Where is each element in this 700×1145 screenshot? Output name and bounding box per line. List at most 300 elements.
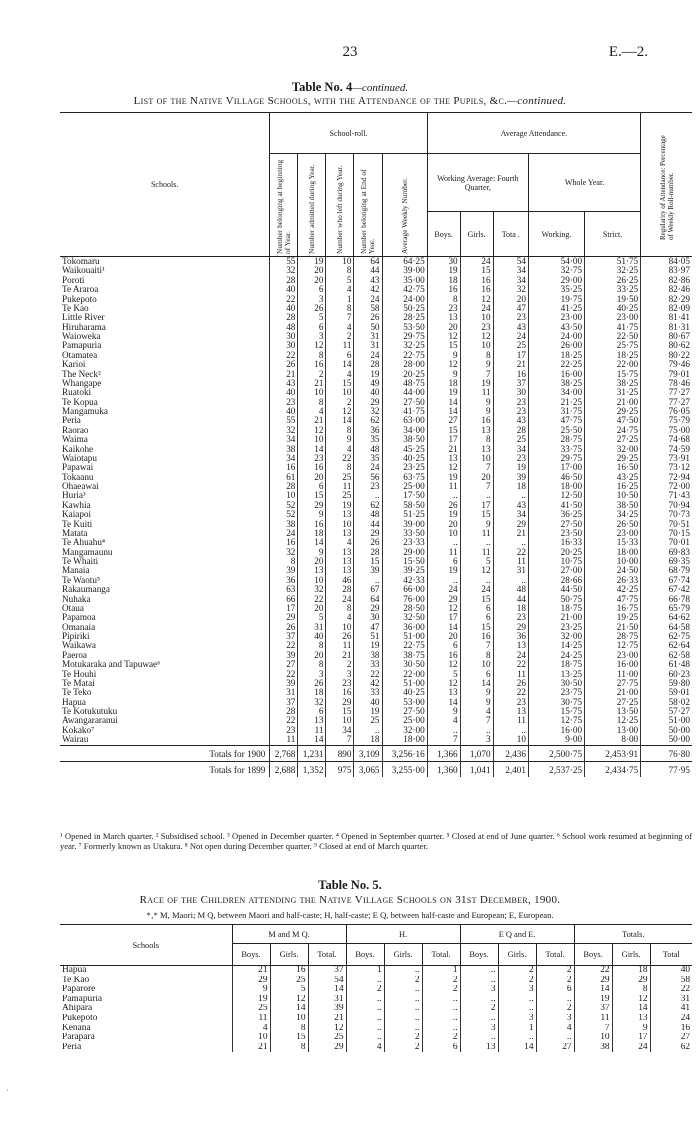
t4-cell: 11 <box>427 482 460 491</box>
t4-cell: 9 <box>326 435 354 444</box>
t5-cell: 1 <box>346 966 384 976</box>
t4-cell: 53·50 <box>382 323 427 332</box>
t4-school-name: Te Kao <box>62 303 89 313</box>
t4-cell: 32·00 <box>382 726 427 735</box>
t4-school-name: Waikawa <box>62 641 96 651</box>
t5-cell: .. <box>460 966 498 976</box>
t4-cell: 47·75 <box>528 416 584 425</box>
t4-cell: 12 <box>460 295 493 304</box>
t4-cell: 3 <box>460 735 493 745</box>
t4-cell: 24·00 <box>382 295 427 304</box>
t4-cell: 24 <box>270 529 298 538</box>
t5-girls-header: Girls. <box>612 944 650 966</box>
t4-cell: 54 <box>493 257 528 267</box>
t4-cell: 4 <box>460 707 493 716</box>
t4-cell: 13 <box>427 313 460 322</box>
t4-cell: 33·50 <box>382 529 427 538</box>
t4-cell: 24 <box>354 351 382 360</box>
t4-cell: 47·75 <box>585 595 641 604</box>
t4-cell: 58·50 <box>382 501 427 510</box>
t4-cell: 21·00 <box>585 398 641 407</box>
t4-cell: 22 <box>326 454 354 463</box>
t4-cell: 24 <box>493 651 528 660</box>
t4-cell: 51·00 <box>382 679 427 688</box>
t5-cell: .. <box>498 995 536 1005</box>
t5-cell: 37 <box>574 1004 612 1014</box>
t5-cell: 14 <box>270 1004 308 1014</box>
t4-row <box>60 491 692 500</box>
t4-cell: 27 <box>270 660 298 669</box>
t4-row <box>60 351 692 360</box>
t4-cell: 20 <box>460 473 493 482</box>
t4-cell: 4 <box>326 323 354 332</box>
t4-cell: 38 <box>270 445 298 454</box>
t4-row <box>60 726 692 735</box>
t4-cell: 11 <box>298 726 326 735</box>
t4-cell: 40 <box>298 632 326 641</box>
t4-cell: 24·00 <box>528 332 584 341</box>
t4-cell: 29·25 <box>585 407 641 416</box>
t4-school-name: Otaua <box>62 603 84 613</box>
t4-row <box>60 651 692 660</box>
t4-cell: 37 <box>270 698 298 707</box>
t5-row <box>60 976 692 986</box>
t4-row <box>60 623 692 632</box>
t4-cell: 20 <box>427 520 460 529</box>
t4-cell: 12·75 <box>585 641 641 650</box>
t4-cell: 11 <box>460 548 493 557</box>
t4-cell: 24 <box>493 332 528 341</box>
regularity-header: Regularity of Attendance: Percentage of Weekly Roll-number. <box>641 113 692 257</box>
t4-school-name: Otamatea <box>62 350 98 360</box>
t4-cell: 18·75 <box>528 660 584 669</box>
t4-cell: 77·95 <box>641 761 692 777</box>
t5-cell: .. <box>384 1014 422 1024</box>
t5-cell: 2 <box>498 976 536 986</box>
t4-cell: 18 <box>354 735 382 745</box>
t4-cell: 24·50 <box>585 566 641 575</box>
t4-cell: 19·75 <box>528 295 584 304</box>
t4-cell: 12 <box>298 341 326 350</box>
t4-cell: 2 <box>326 398 354 407</box>
t4-cell: 64·62 <box>641 613 692 622</box>
t4-cell: 22 <box>270 670 298 679</box>
t5-row <box>60 1004 692 1014</box>
t5-cell: 9 <box>232 985 270 995</box>
t4-cell: 29·75 <box>382 332 427 341</box>
t4-cell: 22 <box>270 295 298 304</box>
t4-school-name: Ruatoki <box>62 388 92 398</box>
t4-cell: 52 <box>270 510 298 519</box>
t4-cell: 20 <box>298 557 326 566</box>
t4-cell: 8 <box>298 398 326 407</box>
t4-cell: 28 <box>354 360 382 369</box>
t4-cell: 22·00 <box>382 670 427 679</box>
t4-cell: 10 <box>326 520 354 529</box>
t4-cell: 11·00 <box>585 670 641 679</box>
t4-cell: 15 <box>354 557 382 566</box>
t4-cell: 40 <box>270 285 298 294</box>
t5-cell: .. <box>384 1004 422 1014</box>
t4-row <box>60 745 692 761</box>
t4-cell: 11 <box>270 735 298 745</box>
t4-cell: 11 <box>427 548 460 557</box>
t4-cell: 18·00 <box>382 735 427 745</box>
t5-row <box>60 1033 692 1043</box>
t4-cell: 23 <box>326 679 354 688</box>
t4-cell: 10 <box>427 529 460 538</box>
t4-school-name: Te Kopua <box>62 397 98 407</box>
t4-cell: 23 <box>460 323 493 332</box>
t4-cell: 39 <box>493 473 528 482</box>
t4-cell: 32 <box>270 548 298 557</box>
t4-cell: 14 <box>298 735 326 745</box>
t4-school-name: Kaikohe <box>62 444 94 454</box>
t4-cell: 21 <box>493 529 528 538</box>
t4-school-name: Ohaeawai <box>62 482 99 491</box>
t4-cell: 50 <box>354 323 382 332</box>
t4-cell: 37 <box>493 379 528 388</box>
t4-row <box>60 670 692 679</box>
t5-cell: 14 <box>498 1043 536 1053</box>
t4-cell: 64·25 <box>382 257 427 267</box>
t4-cell: 25·50 <box>528 426 584 435</box>
t5-cell: 31 <box>650 995 692 1005</box>
t4-cell: 32·00 <box>585 445 641 454</box>
t4-row <box>60 332 692 341</box>
t4-cell: 62 <box>354 416 382 425</box>
t5-cell: .. <box>346 1024 384 1034</box>
t4-cell: 21 <box>427 445 460 454</box>
t4-cell: 76·00 <box>382 595 427 604</box>
t4-row <box>60 360 692 369</box>
t5-cell: 15 <box>270 1033 308 1043</box>
t5-cell: .. <box>422 1004 460 1014</box>
t4-cell: 51·00 <box>382 632 427 641</box>
t4-cell: .. <box>354 576 382 585</box>
t4-cell: 58 <box>354 304 382 313</box>
t4-cell: 38·25 <box>585 379 641 388</box>
t4-cell: 8 <box>298 351 326 360</box>
t4-school-name: Wairau <box>62 735 89 745</box>
t4-cell: 39·00 <box>382 266 427 275</box>
t4-school-name: Pukepoto <box>62 294 97 304</box>
t4-cell: 40 <box>270 407 298 416</box>
t4-cell: 64·58 <box>641 623 692 632</box>
t4-cell: 29·75 <box>528 454 584 463</box>
t4-cell: 44 <box>354 520 382 529</box>
t5-cell: 17 <box>612 1033 650 1043</box>
t4-cell: 14 <box>326 416 354 425</box>
t4-cell: 29 <box>427 595 460 604</box>
t4-cell: 26 <box>354 313 382 322</box>
end-header: Number belonging at End of Year. <box>354 154 382 257</box>
t4-cell: 73·91 <box>641 454 692 463</box>
t5-cell: 62 <box>650 1043 692 1053</box>
t4-cell: .. <box>460 576 493 585</box>
t5-cell: 7 <box>574 1024 612 1034</box>
t4-cell: 8 <box>326 304 354 313</box>
t5-cell: 2 <box>422 985 460 995</box>
t4-cell: 73·12 <box>641 463 692 472</box>
t4-cell: 45·25 <box>382 445 427 454</box>
t4-cell: 12 <box>427 679 460 688</box>
t4-cell: 5 <box>427 670 460 679</box>
t4-cell: 76·05 <box>641 407 692 416</box>
t4-cell: 32 <box>270 426 298 435</box>
t4-cell: 42·33 <box>382 576 427 585</box>
t4-cell: 6 <box>460 604 493 613</box>
t5-cell: 9 <box>612 1024 650 1034</box>
t4-cell: 42·75 <box>382 285 427 294</box>
t4-cell: 16·00 <box>528 726 584 735</box>
t4-cell: 6 <box>298 323 326 332</box>
t4-cell: 72·94 <box>641 473 692 482</box>
t4-cell: 23 <box>354 482 382 491</box>
t4-cell: 30 <box>493 388 528 397</box>
t4-cell: 11 <box>326 482 354 491</box>
t4-cell: 33·75 <box>528 445 584 454</box>
t4-cell: 48 <box>354 510 382 519</box>
t4-school-name: Te Houhi <box>62 669 97 679</box>
t4-cell: 27·50 <box>528 520 584 529</box>
t4-cell: 10 <box>326 257 354 267</box>
t5-cell: 13 <box>612 1014 650 1024</box>
t4-cell: 14 <box>298 445 326 454</box>
t4-cell: 29 <box>326 698 354 707</box>
t4-cell: 39·00 <box>382 520 427 529</box>
t4-cell: 2,688 <box>270 761 298 777</box>
t5-cell: 6 <box>536 985 574 995</box>
t4-cell: 27·25 <box>585 698 641 707</box>
t4-row <box>60 463 692 472</box>
t4-cell: 2,500·75 <box>528 745 584 761</box>
t4-cell: 25 <box>326 473 354 482</box>
t4-cell: 3 <box>298 670 326 679</box>
t4-cell: 14 <box>427 407 460 416</box>
t4-cell: 31 <box>493 566 528 575</box>
t4-cell: 9 <box>460 398 493 407</box>
t4-cell: .. <box>427 726 460 735</box>
t5-cell: 10 <box>270 1014 308 1024</box>
t4-cell: 43 <box>270 379 298 388</box>
t4-cell: 35·00 <box>382 276 427 285</box>
t4-row <box>60 576 692 585</box>
t5-cell: 22 <box>574 966 612 976</box>
t4-cell: 19 <box>460 379 493 388</box>
t4-cell: 24 <box>460 257 493 267</box>
t4-cell: 9 <box>460 698 493 707</box>
t4-cell: 25 <box>326 491 354 500</box>
t4-cell: 17 <box>270 604 298 613</box>
t4-cell: 7 <box>326 735 354 745</box>
t4-cell: 67 <box>354 585 382 594</box>
t4-cell: 19·25 <box>585 613 641 622</box>
t4-cell: 13 <box>493 641 528 650</box>
t4-cell: 1,231 <box>298 745 326 761</box>
t4-cell: 23·00 <box>585 651 641 660</box>
t5-cell: 25 <box>232 1004 270 1014</box>
t4-cell: 30·75 <box>528 698 584 707</box>
t4-cell: 12 <box>427 463 460 472</box>
t4-cell: 14 <box>326 360 354 369</box>
t4-cell: 3,065 <box>354 761 382 777</box>
t4-cell: 16 <box>427 285 460 294</box>
t4-school-name: Waiotapu <box>62 453 97 463</box>
t4-cell: 32 <box>493 285 528 294</box>
t4-cell: 32 <box>354 407 382 416</box>
t4-row <box>60 285 692 294</box>
t4-cell: 70·51 <box>641 520 692 529</box>
t4-cell: 40·25 <box>585 304 641 313</box>
t4-cell: .. <box>493 538 528 547</box>
t4-cell: 13 <box>493 707 528 716</box>
t4-cell: 16 <box>493 370 528 379</box>
t4-school-name: Peria <box>62 416 81 426</box>
t4-cell: 75·00 <box>641 426 692 435</box>
t4-cell: 34·25 <box>585 510 641 519</box>
t4-cell: 7 <box>460 482 493 491</box>
t4-row <box>60 604 692 613</box>
t4-cell: 38 <box>354 651 382 660</box>
t5-row <box>60 1014 692 1024</box>
t4-row <box>60 548 692 557</box>
t4-cell: 26 <box>354 538 382 547</box>
t4-cell: 33 <box>354 660 382 669</box>
t4-cell: 10·75 <box>528 557 584 566</box>
t4-cell: 56 <box>354 473 382 482</box>
t4-school-name: Huria³ <box>62 491 86 501</box>
t4-cell: 38·25 <box>528 379 584 388</box>
t4-cell: 15 <box>427 341 460 350</box>
t5-boys-header: Boys. <box>460 944 498 966</box>
t4-cell: 22·00 <box>585 360 641 369</box>
t4-cell: 33·25 <box>585 285 641 294</box>
t4-cell: 25 <box>493 435 528 444</box>
t5-row <box>60 985 692 995</box>
t4-row <box>60 557 692 566</box>
schools-header: Schools. <box>60 113 270 257</box>
t4-cell: 10 <box>326 716 354 725</box>
t4-cell: 80·67 <box>641 332 692 341</box>
t4-cell: 36 <box>493 632 528 641</box>
t4-cell: 19 <box>354 370 382 379</box>
t4-school-name: Little River <box>62 313 105 323</box>
t4-cell: 38·50 <box>585 501 641 510</box>
t4-cell: 4 <box>326 445 354 454</box>
t4-cell: 22 <box>354 670 382 679</box>
t4-cell: 62·64 <box>641 641 692 650</box>
t4-row <box>60 445 692 454</box>
t4-cell: 14 <box>427 398 460 407</box>
t4-cell: 6 <box>460 670 493 679</box>
t4-cell: 21·00 <box>528 613 584 622</box>
t4-cell: 34 <box>270 435 298 444</box>
t5-cell: 3 <box>498 985 536 995</box>
t4-cell: 13·25 <box>528 670 584 679</box>
t4-cell: 38·75 <box>382 651 427 660</box>
t4-cell: 15·75 <box>528 707 584 716</box>
t4-cell: 16 <box>427 651 460 660</box>
t5-cell: 8 <box>270 1024 308 1034</box>
t5-boys-header: Boys. <box>232 944 270 966</box>
t4-cell: 13 <box>326 548 354 557</box>
t4-cell: 18 <box>493 604 528 613</box>
t4-school-name: Hapua <box>62 697 86 707</box>
t4-cell: 32 <box>270 266 298 275</box>
t4-cell: 8 <box>298 660 326 669</box>
t4-cell: 66·78 <box>641 595 692 604</box>
t4-cell: 28 <box>354 548 382 557</box>
t4-school-name: Waima <box>62 435 88 445</box>
t5-eq-e-header: E Q and E. <box>460 925 574 944</box>
t4-cell: 7 <box>427 735 460 745</box>
t5-schools-header: Schools <box>60 925 232 966</box>
t4-cell: 6 <box>427 557 460 566</box>
t4-cell: 51 <box>354 632 382 641</box>
t4-cell: 8 <box>460 435 493 444</box>
t4-cell: 6 <box>460 613 493 622</box>
table5-legend: *‚* M, Maori; M Q, between Maori and half-caste; H, half-caste; E Q, between half-caste and European; E, European. <box>146 910 554 920</box>
t4-cell: 28 <box>270 276 298 285</box>
t4-cell: 51·25 <box>382 510 427 519</box>
t4-cell: 71·43 <box>641 491 692 500</box>
t5-h-header: H. <box>346 925 460 944</box>
t4-cell: 62 <box>354 501 382 510</box>
t4-cell: 28·00 <box>382 360 427 369</box>
t5-cell: .. <box>460 1033 498 1043</box>
t4-cell: 9 <box>460 688 493 697</box>
boys-header: Boys. <box>427 212 460 257</box>
t4-cell: 10 <box>460 313 493 322</box>
t4-cell: 62·58 <box>641 651 692 660</box>
t5-cell: 29 <box>308 1043 346 1053</box>
t4-cell: 20 <box>298 266 326 275</box>
t4-cell: 39·25 <box>382 566 427 575</box>
t5-cell: 6 <box>422 1043 460 1053</box>
t4-cell: 14 <box>298 538 326 547</box>
t4-cell: 1,366 <box>427 745 460 761</box>
t4-cell: 32·00 <box>528 632 584 641</box>
t4-cell: 20 <box>493 295 528 304</box>
t4-cell: 13 <box>326 529 354 538</box>
t4-cell: 29·00 <box>528 276 584 285</box>
t4-cell: 47 <box>354 623 382 632</box>
t4-cell: 22 <box>270 716 298 725</box>
t4-row <box>60 379 692 388</box>
t4-school-name: Te Ahuahu⁴ <box>62 538 106 548</box>
t4-cell: 40·25 <box>382 688 427 697</box>
t4-cell: 4 <box>427 716 460 725</box>
t4-row <box>60 679 692 688</box>
t5-cell: 54 <box>308 976 346 986</box>
t4-cell: 26·00 <box>528 341 584 350</box>
t4-cell: 22 <box>298 595 326 604</box>
t5-cell: 25 <box>308 1033 346 1043</box>
t4-cell: 81·31 <box>641 323 692 332</box>
t4-cell: 975 <box>326 761 354 777</box>
t4-cell: 26 <box>270 360 298 369</box>
t4-cell: 21·25 <box>528 398 584 407</box>
t4-cell: 3 <box>326 670 354 679</box>
t4-cell: 38·50 <box>382 435 427 444</box>
t4-school-name: Te Araroa <box>62 285 99 295</box>
t5-cell: 37 <box>308 966 346 976</box>
t4-cell: 20 <box>298 473 326 482</box>
t5-cell: 39 <box>308 1004 346 1014</box>
t5-cell: 58 <box>650 976 692 986</box>
t4-cell: 32·50 <box>382 613 427 622</box>
